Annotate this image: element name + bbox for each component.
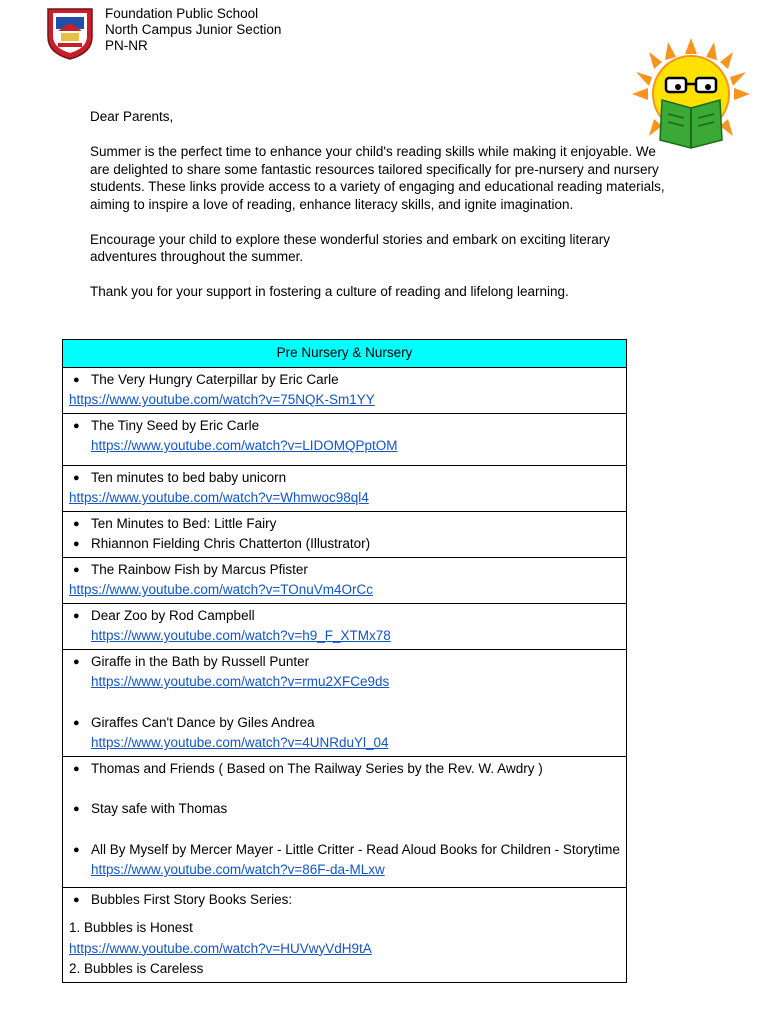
letter-body: [90, 108, 670, 318]
video-link[interactable]: https://www.youtube.com/watch?v=4UNRduYl_04: [91, 735, 389, 750]
table-row: [63, 511, 627, 557]
video-link[interactable]: https://www.youtube.com/watch?v=TOnuVm4OrCc: [69, 582, 374, 597]
video-link[interactable]: https://www.youtube.com/watch?v=LIDOMQPptOM: [91, 438, 398, 453]
letter-paragraph-3: Thank you for your support in fostering a culture of reading and lifelong learning.: [90, 284, 569, 299]
greeting: Dear Parents,: [90, 109, 174, 124]
series-item: 1. Bubbles is Honest: [69, 920, 193, 935]
table-cell: [63, 511, 627, 557]
book-title: ● The Very Hungry Caterpillar by Eric Carle: [69, 370, 620, 391]
table-cell: [63, 887, 627, 982]
letter-paragraph-2: Encourage your child to explore these wonderful stories and embark on exciting literary adventures throughout the summer.: [90, 231, 611, 264]
table-header-row: [63, 340, 627, 368]
table-cell: [63, 649, 627, 756]
book-title: ● Dear Zoo by Rod Campbell: [69, 606, 620, 627]
series-title: ● Bubbles First Story Books Series:: [69, 890, 620, 911]
book-title: ● The Rainbow Fish by Marcus Pfister: [69, 560, 620, 581]
school-name: Foundation Public School: [105, 6, 259, 21]
book-title: ● The Tiny Seed by Eric Carle: [69, 416, 620, 437]
table-cell: [63, 603, 627, 649]
video-link[interactable]: https://www.youtube.com/watch?v=Whmwoc98ql4: [69, 490, 369, 505]
book-title: ● Ten Minutes to Bed: Little Fairy: [69, 514, 620, 535]
section-code: PN-NR: [105, 38, 148, 53]
book-title: ● All By Myself by Mercer Mayer - Little Critter - Read Aloud Books for Children - Storytime: [69, 840, 620, 861]
book-title: ● Stay safe with Thomas: [69, 799, 620, 820]
reading-list-table: [62, 339, 627, 983]
school-header: [105, 6, 281, 54]
table-row: [63, 557, 627, 603]
table-row: [63, 367, 627, 413]
campus-name: North Campus Junior Section: [105, 22, 282, 37]
letter-paragraph-1: Summer is the perfect time to enhance your child's reading skills while making it enjoyable. We are delighted to share some fantastic resources tailored specifically for pre-nursery and nursery students. These links provide access to a variety of engaging and educational reading materials, aiming to inspire a love of reading, enhance literacy skills, and ignite imagination.: [90, 144, 665, 212]
table-cell: [63, 557, 627, 603]
table-title: Pre Nursery & Nursery: [63, 340, 627, 368]
table-row: [63, 413, 627, 465]
video-link[interactable]: https://www.youtube.com/watch?v=86F-da-MLxw: [91, 862, 385, 877]
table-cell: [63, 367, 627, 413]
table-cell: [63, 756, 627, 887]
book-title: ● Giraffe in the Bath by Russell Punter: [69, 652, 620, 673]
video-link[interactable]: https://www.youtube.com/watch?v=rmu2XFCe9ds: [91, 674, 390, 689]
table-cell: [63, 465, 627, 511]
book-title: ● Giraffes Can't Dance by Giles Andrea: [69, 713, 620, 734]
video-link[interactable]: https://www.youtube.com/watch?v=75NQK-Sm1YY: [69, 392, 375, 407]
table-row: [63, 603, 627, 649]
table-row: [63, 465, 627, 511]
video-link[interactable]: https://www.youtube.com/watch?v=HUVwyVdH9tA: [69, 940, 372, 956]
book-title: ● Thomas and Friends ( Based on The Railway Series by the Rev. W. Awdry ): [69, 759, 620, 780]
book-author: ● Rhiannon Fielding Chris Chatterton (Illustrator): [69, 534, 620, 555]
table-cell: [63, 413, 627, 465]
table-row: [63, 649, 627, 756]
book-title: ● Ten minutes to bed baby unicorn: [69, 468, 620, 489]
school-logo: [46, 7, 94, 61]
table-row: [63, 887, 627, 982]
video-link[interactable]: https://www.youtube.com/watch?v=h9_F_XTMx78: [91, 628, 391, 643]
series-item: 2. Bubbles is Careless: [69, 961, 204, 976]
table-row: [63, 756, 627, 887]
